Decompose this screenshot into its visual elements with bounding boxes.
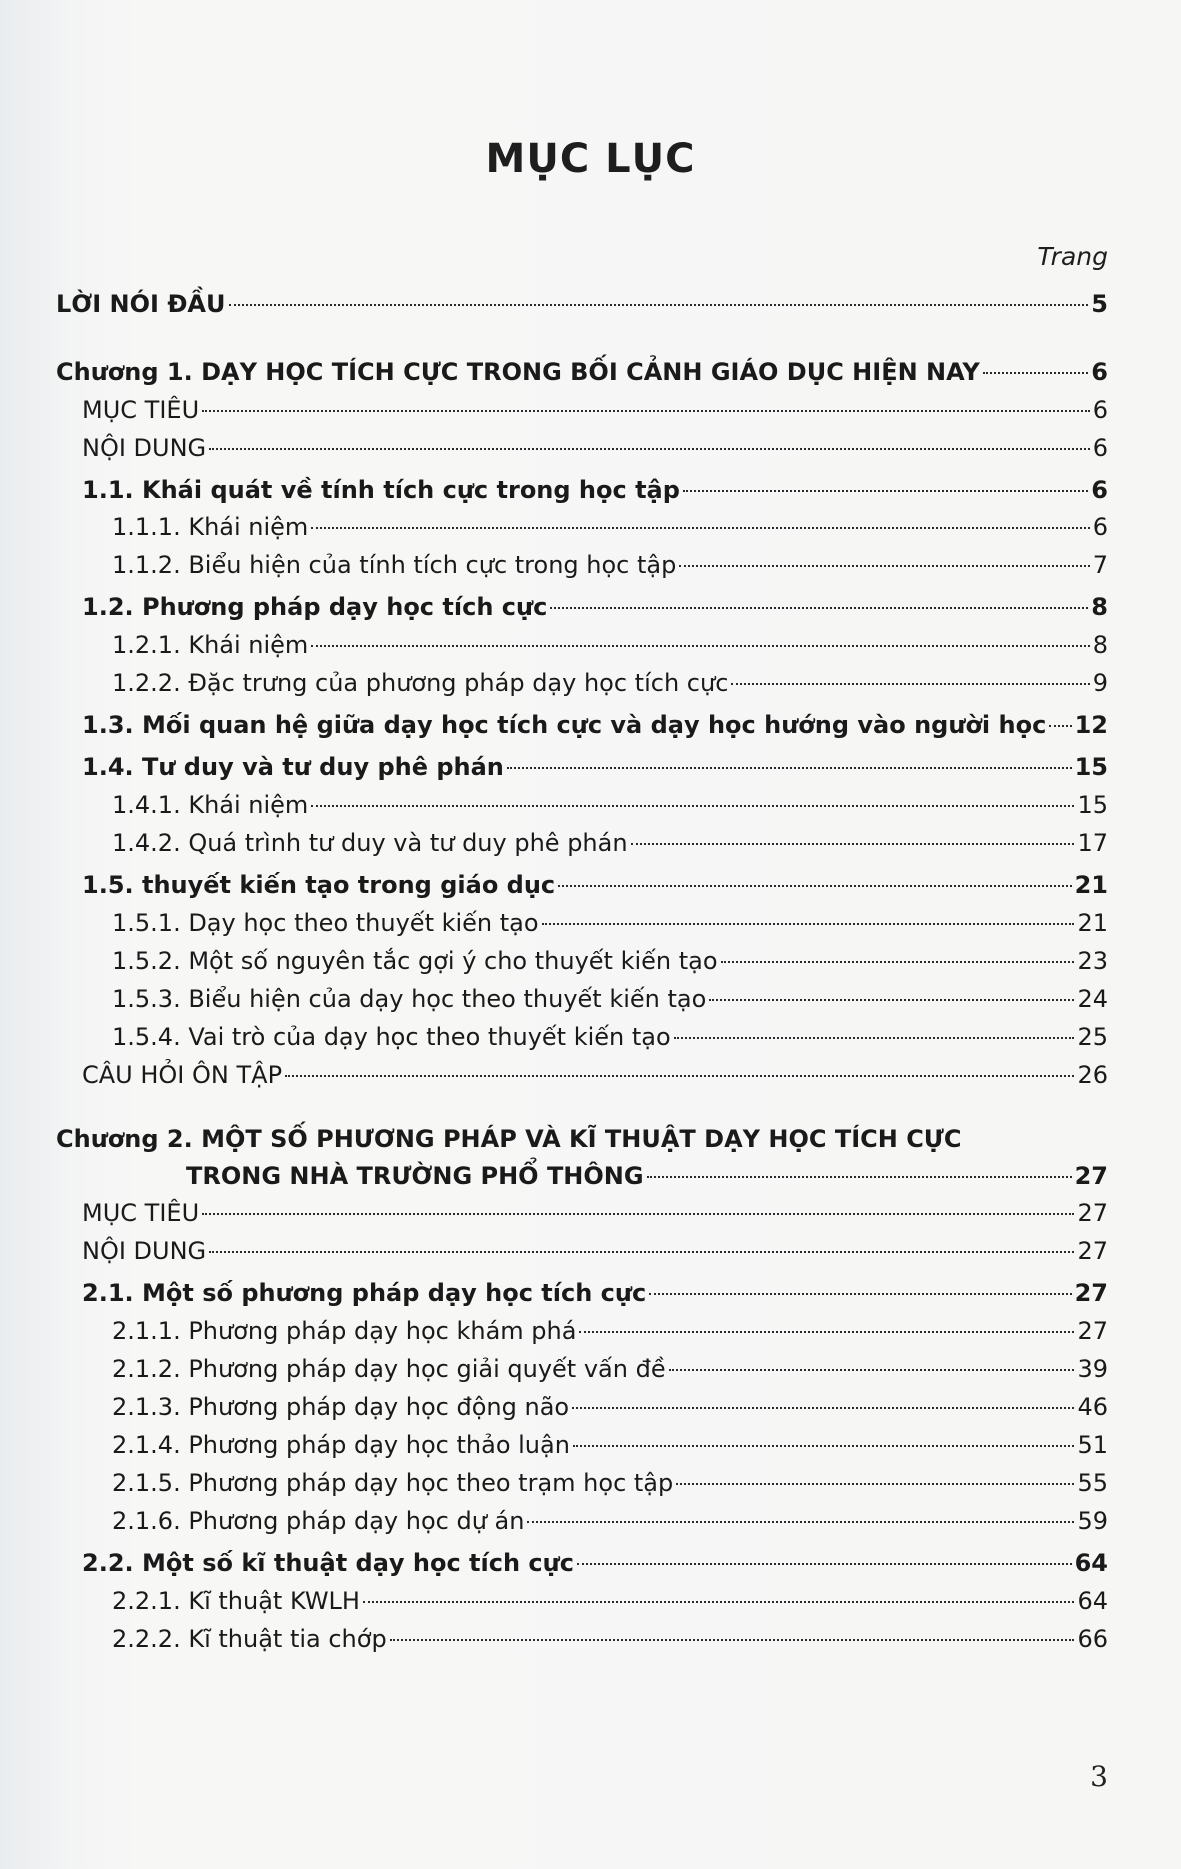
toc-entry-label: 1.3. Mối quan hệ giữa dạy học tích cực và dạy học hướng vào người học (82, 711, 1047, 739)
toc-leader-dots (676, 1483, 1074, 1485)
toc-entry-label: CÂU HỎI ÔN TẬP (82, 1061, 283, 1089)
toc-leader-dots (202, 1213, 1074, 1215)
toc-entry (112, 512, 1108, 542)
toc-leader-dots (679, 565, 1089, 567)
toc-entry (112, 1392, 1108, 1422)
toc-entry-page: 64 (1074, 1549, 1108, 1577)
toc-leader-dots (229, 304, 1089, 306)
toc-entry-page: 8 (1091, 593, 1108, 621)
toc-entry (112, 946, 1108, 976)
toc-leader-dots (573, 1445, 1075, 1447)
toc-entry (82, 433, 1108, 463)
toc-entry-label: 2.1.2. Phương pháp dạy học giải quyết vấn đề (112, 1355, 666, 1383)
page-column-header: Trang (1037, 242, 1108, 271)
toc-entry (82, 1278, 1108, 1308)
toc-entry (112, 984, 1108, 1014)
toc-entry-page: 27 (1074, 1279, 1108, 1307)
toc-entry-page: 66 (1077, 1625, 1108, 1653)
toc-leader-dots (731, 683, 1089, 685)
toc-entry-page: 9 (1092, 669, 1108, 697)
toc-entry-label: Chương 2. MỘT SỐ PHƯƠNG PHÁP VÀ KĨ THUẬT DẠY HỌC TÍCH CỰC (56, 1125, 962, 1153)
toc-entry (112, 828, 1108, 858)
toc-leader-dots (558, 885, 1071, 887)
toc-entry-page: 26 (1077, 1061, 1108, 1089)
toc-entry-label: MỤC TIÊU (82, 396, 200, 424)
toc-entry (112, 630, 1108, 660)
toc-leader-dots (983, 372, 1089, 374)
toc-entry-label: 1.2. Phương pháp dạy học tích cực (82, 593, 548, 621)
toc-entry (82, 592, 1108, 622)
toc-entry (112, 668, 1108, 698)
toc-leader-dots (527, 1521, 1074, 1523)
toc-entry-label: TRONG NHÀ TRƯỜNG PHỔ THÔNG (186, 1162, 644, 1190)
toc-entry-label: 1.1.2. Biểu hiện của tính tích cực trong học tập (112, 551, 677, 579)
toc-entry-page: 6 (1092, 513, 1108, 541)
toc-entry (112, 1022, 1108, 1052)
toc-entry-page: 12 (1074, 711, 1108, 739)
toc-entry-page: 27 (1077, 1317, 1108, 1345)
toc-entry-label: 2.1. Một số phương pháp dạy học tích cực (82, 1279, 647, 1307)
toc-entry-label: 1.5.1. Dạy học theo thuyết kiến tạo (112, 909, 539, 937)
toc-entry-page: 59 (1077, 1507, 1108, 1535)
toc-leader-dots (202, 410, 1090, 412)
toc-entry-page: 6 (1092, 434, 1108, 462)
toc-entry-label: 2.1.6. Phương pháp dạy học dự án (112, 1507, 525, 1535)
toc-entry-label: NỘI DUNG (82, 1237, 207, 1265)
toc-entry-label: 1.4.2. Quá trình tư duy và tư duy phê phán (112, 829, 628, 857)
toc-leader-dots (542, 923, 1075, 925)
toc-leader-dots (572, 1407, 1074, 1409)
toc-entry-page: 23 (1077, 947, 1108, 975)
toc-entry-page: 17 (1077, 829, 1108, 857)
toc-entry-label: 1.5. thuyết kiến tạo trong giáo dục (82, 871, 556, 899)
toc-leader-dots (709, 999, 1074, 1001)
toc-entry (82, 870, 1108, 900)
toc-entry-label: LỜI NÓI ĐẦU (56, 290, 226, 318)
toc-entry-page: 21 (1077, 909, 1108, 937)
toc-entry-label: 1.5.4. Vai trò của dạy học theo thuyết kiến tạo (112, 1023, 671, 1051)
toc-entry-label: 1.2.1. Khái niệm (112, 631, 309, 659)
toc-entry (82, 752, 1108, 782)
toc-entry-page: 7 (1092, 551, 1108, 579)
toc-entry-page: 6 (1091, 476, 1108, 504)
toc-leader-dots (721, 961, 1075, 963)
toc-entry-label: 2.1.4. Phương pháp dạy học thảo luận (112, 1431, 570, 1459)
toc-entry-label: 2.1.1. Phương pháp dạy học khám phá (112, 1317, 577, 1345)
toc-entry-label: 1.1.1. Khái niệm (112, 513, 309, 541)
toc-entry (82, 710, 1108, 740)
toc-entry-label: 2.2. Một số kĩ thuật dạy học tích cực (82, 1549, 574, 1577)
toc-entry (112, 550, 1108, 580)
toc-entry (112, 1354, 1108, 1384)
toc-entry (112, 908, 1108, 938)
toc-entry-page: 51 (1077, 1431, 1108, 1459)
toc-leader-dots (363, 1601, 1074, 1603)
toc-entry-label: 1.4.1. Khái niệm (112, 791, 309, 819)
toc-entry-page: 27 (1077, 1237, 1108, 1265)
page-title: MỤC LỤC (485, 136, 696, 182)
toc-leader-dots (649, 1293, 1071, 1295)
toc-entry-page: 15 (1077, 791, 1108, 819)
toc-entry (82, 475, 1108, 505)
toc-entry (56, 1124, 961, 1154)
toc-entry (82, 1548, 1108, 1578)
toc-leader-dots (390, 1639, 1075, 1641)
toc-leader-dots (311, 805, 1074, 807)
toc-leader-dots (577, 1563, 1072, 1565)
toc-entry-page: 21 (1074, 871, 1108, 899)
page-number: 3 (1090, 1760, 1108, 1793)
toc-entry-page: 25 (1077, 1023, 1108, 1051)
toc-entry (186, 1161, 1108, 1191)
toc-leader-dots (647, 1176, 1072, 1178)
toc-entry (112, 1506, 1108, 1536)
toc-leader-dots (683, 490, 1088, 492)
toc-leader-dots (507, 767, 1072, 769)
toc-leader-dots (550, 607, 1088, 609)
toc-leader-dots (579, 1331, 1074, 1333)
toc-entry (112, 1316, 1108, 1346)
toc-entry-page: 15 (1074, 753, 1108, 781)
toc-entry-label: MỤC TIÊU (82, 1199, 200, 1227)
toc-entry-label: Chương 1. DẠY HỌC TÍCH CỰC TRONG BỐI CẢNH GIÁO DỤC HIỆN NAY (56, 358, 980, 386)
toc-entry-page: 6 (1091, 358, 1108, 386)
toc-entry (112, 1624, 1108, 1654)
toc-entry-label: 1.1. Khái quát về tính tích cực trong học tập (82, 476, 680, 504)
toc-entry (82, 395, 1108, 425)
toc-entry-page: 8 (1092, 631, 1108, 659)
toc-entry-label: 2.2.2. Kĩ thuật tia chớp (112, 1625, 387, 1653)
toc-entry-page: 6 (1092, 396, 1108, 424)
toc-entry-page: 64 (1077, 1587, 1108, 1615)
toc-entry (82, 1060, 1108, 1090)
toc-entry-page: 24 (1077, 985, 1108, 1013)
toc-entry-label: 1.4. Tư duy và tư duy phê phán (82, 753, 504, 781)
toc-entry-page: 55 (1077, 1469, 1108, 1497)
toc-entry-page: 39 (1077, 1355, 1108, 1383)
toc-leader-dots (669, 1369, 1075, 1371)
toc-entry-label: 2.2.1. Kĩ thuật KWLH (112, 1587, 360, 1615)
toc-leader-dots (631, 843, 1075, 845)
toc-entry (56, 357, 1108, 387)
toc-leader-dots (311, 527, 1089, 529)
toc-entry (112, 1586, 1108, 1616)
toc-entry (112, 1468, 1108, 1498)
toc-entry-page: 5 (1091, 290, 1108, 318)
toc-leader-dots (285, 1075, 1074, 1077)
toc-entry-label: 2.1.5. Phương pháp dạy học theo trạm học tập (112, 1469, 674, 1497)
toc-entry-page: 27 (1074, 1162, 1108, 1190)
toc-entry (112, 1430, 1108, 1460)
toc-entry-label: 1.2.2. Đặc trưng của phương pháp dạy học tích cực (112, 669, 729, 697)
toc-leader-dots (209, 448, 1090, 450)
toc-leader-dots (1049, 725, 1071, 727)
toc-entry-label: NỘI DUNG (82, 434, 207, 462)
toc-entry-label: 1.5.2. Một số nguyên tắc gợi ý cho thuyết kiến tạo (112, 947, 718, 975)
toc-leader-dots (209, 1251, 1074, 1253)
toc-entry (82, 1236, 1108, 1266)
toc-entry (112, 790, 1108, 820)
toc-entry-label: 2.1.3. Phương pháp dạy học động não (112, 1393, 570, 1421)
toc-entry-page: 27 (1077, 1199, 1108, 1227)
toc-entry (56, 289, 1108, 319)
toc-leader-dots (674, 1037, 1075, 1039)
toc-entry (82, 1198, 1108, 1228)
toc-entry-page: 46 (1077, 1393, 1108, 1421)
toc-entry-label: 1.5.3. Biểu hiện của dạy học theo thuyết kiến tạo (112, 985, 707, 1013)
toc-leader-dots (311, 645, 1089, 647)
